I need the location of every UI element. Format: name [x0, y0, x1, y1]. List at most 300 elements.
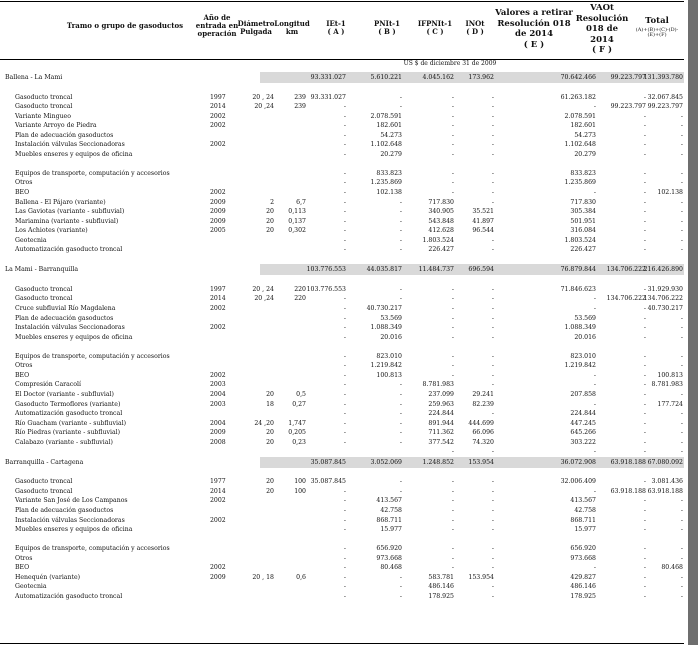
cell-b: - [399, 583, 402, 591]
cell-c: 412.628 [428, 227, 454, 235]
cell-a: - [343, 390, 346, 398]
cell-f: - [643, 526, 646, 534]
cell-a: - [343, 371, 346, 379]
cell-b: - [399, 573, 402, 581]
cell-diam: 20 , 18 [252, 573, 274, 581]
row-label: Geotecnia [15, 236, 47, 244]
table-row [0, 352, 684, 362]
cell-a: - [343, 141, 346, 149]
row-label: Automatización gasoducto troncal [15, 410, 123, 418]
table-bottom-rule [0, 643, 684, 644]
cell-t: 40.730.217 [647, 305, 683, 313]
header-A-line: IEt-1 [326, 19, 346, 28]
row-label: Automatización gasoducto troncal [15, 246, 123, 254]
cell-f: - [643, 227, 646, 235]
header-A-line: ( A ) [327, 27, 345, 36]
cell-b: - [399, 217, 402, 225]
cell-c: - [451, 487, 454, 495]
row-label: Instalación válvulas Seccionadoras [15, 324, 125, 332]
table-row [0, 506, 684, 516]
cell-t: - [680, 352, 683, 360]
cell-f: - [643, 419, 646, 427]
cell-year: 2009 [210, 429, 226, 437]
header-diam [236, 20, 276, 36]
header-len [274, 20, 310, 36]
group-row [0, 457, 684, 468]
cell-t: 216.426.890 [643, 266, 683, 274]
cell-d: - [491, 333, 494, 341]
cell-f: - [643, 438, 646, 446]
cell-c: - [451, 179, 454, 187]
cell-a: - [343, 208, 346, 216]
cell-b: - [399, 438, 402, 446]
cell-e: - [593, 295, 596, 303]
cell-year: 2005 [210, 227, 226, 235]
cell-a: - [343, 150, 346, 158]
cell-b: - [399, 487, 402, 495]
cell-c: 224.844 [428, 410, 454, 418]
cell-c: - [451, 295, 454, 303]
table-row [0, 563, 684, 573]
table-row [0, 333, 684, 343]
row-label: Otros [15, 554, 33, 562]
table-row [0, 314, 684, 324]
row-label: Variante Arroyo de Piedra [15, 122, 97, 130]
cell-d: - [491, 324, 494, 332]
header-F-line: 018 de [585, 24, 619, 34]
vertical-scrollbar[interactable] [688, 0, 698, 645]
cell-year: 2014 [210, 103, 226, 111]
cell-t: - [680, 333, 683, 341]
row-label: Calabazo (variante - subfluvial) [15, 438, 113, 446]
table-row [0, 477, 684, 487]
cell-e: 1.235.869 [564, 179, 596, 187]
cell-b: - [399, 236, 402, 244]
table-row [0, 245, 684, 255]
spacer-row [0, 275, 684, 285]
cell-e: - [593, 371, 596, 379]
header-diam-line: Diámetro [237, 19, 275, 28]
cell-b: 413.567 [376, 497, 402, 505]
cell-year: 1977 [210, 478, 226, 486]
cell-f: 63.918.188 [610, 487, 646, 495]
cell-e: 429.827 [570, 573, 596, 581]
cell-b: 656.920 [376, 545, 402, 553]
cell-c: 340.905 [428, 208, 454, 216]
cell-diam: 20 [266, 217, 274, 225]
cell-a: - [343, 179, 346, 187]
header-B [362, 20, 412, 36]
cell-b: - [399, 410, 402, 418]
row-label: Automatización gasoducto troncal [15, 592, 123, 600]
cell-e: - [593, 487, 596, 495]
table-row [0, 544, 684, 554]
cell-f: - [643, 352, 646, 360]
cell-d: - [491, 592, 494, 600]
cell-b: 973.668 [376, 554, 402, 562]
cell-diam: 20 [266, 478, 274, 486]
cell-d: - [491, 583, 494, 591]
cell-t: - [680, 448, 683, 456]
cell-d: - [491, 314, 494, 322]
cell-d: 153.954 [468, 573, 494, 581]
cell-b: - [399, 103, 402, 111]
cell-e: - [593, 103, 596, 111]
cell-diam: 20 [266, 429, 274, 437]
cell-diam: 20 [266, 487, 274, 495]
table-row [0, 573, 684, 583]
cell-a: - [343, 362, 346, 370]
cell-year: 2002 [210, 516, 226, 524]
group-row [0, 264, 684, 275]
cell-a: - [343, 314, 346, 322]
row-label: La Mami - Barranquilla [5, 266, 79, 274]
cell-e: 32.006.409 [560, 478, 596, 486]
cell-b: 15.977 [380, 526, 402, 534]
header-A [318, 20, 354, 36]
cell-a: - [343, 573, 346, 581]
cell-f: 63.918.188 [610, 458, 646, 466]
header-D-line: INOt [465, 19, 485, 28]
cell-a: - [343, 381, 346, 389]
row-label: Barranquilla - Cartagena [5, 458, 84, 466]
cell-e: 645.266 [570, 429, 596, 437]
cell-t: - [680, 554, 683, 562]
cell-e: 207.858 [570, 390, 596, 398]
cell-d: - [491, 506, 494, 514]
cell-t: 134.706.222 [643, 295, 683, 303]
cell-c: 583.781 [428, 573, 454, 581]
cell-c: 543.848 [428, 217, 454, 225]
cell-diam: 20 [266, 208, 274, 216]
cell-diam: 20 ,24 [254, 103, 274, 111]
cell-year: 2009 [210, 208, 226, 216]
cell-c: 178.925 [428, 592, 454, 600]
table-row [0, 140, 684, 150]
cell-d: - [491, 103, 494, 111]
spacer-row [0, 83, 684, 93]
row-label: Río Piedras (variante - subfluvial) [15, 429, 121, 437]
cell-c: 226.427 [428, 246, 454, 254]
row-label: Henequén (variante) [15, 573, 81, 581]
table-row [0, 150, 684, 160]
cell-f: - [643, 189, 646, 197]
cell-d: - [491, 478, 494, 486]
header-F [574, 3, 630, 56]
cell-d: - [491, 526, 494, 534]
cell-e: 15.977 [574, 526, 596, 534]
cell-f: 99.223.797 [610, 103, 646, 111]
header-C [410, 20, 460, 36]
cell-f: - [643, 141, 646, 149]
cell-f: - [643, 564, 646, 572]
header-year-line: entrada en [195, 21, 239, 30]
cell-a: - [343, 592, 346, 600]
cell-d: - [491, 198, 494, 206]
cell-f: - [643, 179, 646, 187]
cell-c: - [451, 545, 454, 553]
cell-f: - [643, 390, 646, 398]
cell-t: 67.080.092 [647, 458, 683, 466]
cell-a: - [343, 564, 346, 572]
cell-e: 486.146 [570, 583, 596, 591]
cell-a: - [343, 217, 346, 225]
cell-e: 71.846.623 [560, 285, 596, 293]
row-label: Instalación válvulas Seccionadoras [15, 516, 125, 524]
spacer-row [0, 159, 684, 169]
cell-a: - [343, 429, 346, 437]
cell-c: - [451, 478, 454, 486]
cell-diam: 2 [270, 198, 274, 206]
cell-t: - [680, 179, 683, 187]
cell-b: 80.468 [380, 564, 402, 572]
cell-b: 1.102.648 [370, 141, 402, 149]
cell-t: - [680, 246, 683, 254]
cell-b: - [399, 478, 402, 486]
cell-b: - [399, 93, 402, 101]
cell-t: - [680, 419, 683, 427]
cell-len: 0,113 [288, 208, 306, 216]
cell-e: 76.879.844 [560, 266, 596, 274]
cell-c: - [451, 506, 454, 514]
cell-b: - [399, 227, 402, 235]
cell-f: - [643, 169, 646, 177]
cell-f: - [643, 545, 646, 553]
table-row [0, 304, 684, 314]
cell-f: - [643, 314, 646, 322]
cell-diam: 20 ,24 [254, 295, 274, 303]
row-label: Gasoducto troncal [15, 487, 73, 495]
row-label: Los Achiotes (variante) [15, 227, 88, 235]
cell-a: - [343, 295, 346, 303]
header-year-line: operación [197, 29, 237, 38]
cell-year: 2002 [210, 497, 226, 505]
cell-a: - [343, 131, 346, 139]
table-row [0, 102, 684, 112]
cell-f: - [643, 478, 646, 486]
cell-d: - [491, 554, 494, 562]
cell-c: - [451, 131, 454, 139]
table-row [0, 169, 684, 179]
cell-e: 36.072.908 [560, 458, 596, 466]
cell-t: 177.724 [657, 400, 683, 408]
cell-a: 103.776.553 [306, 285, 346, 293]
cell-d: - [491, 93, 494, 101]
cell-a: - [343, 333, 346, 341]
cell-t: - [680, 112, 683, 120]
row-label: Plan de adecuación gasoductos [15, 506, 114, 514]
cell-f: - [643, 573, 646, 581]
row-label: Ballena - La Mami [5, 74, 63, 81]
cell-a: - [343, 227, 346, 235]
cell-a: 103.776.553 [306, 266, 346, 274]
cell-year: 2002 [210, 305, 226, 313]
row-label: Equipos de transporte, computación y accesorios [15, 352, 170, 360]
cell-d: 35.521 [472, 208, 494, 216]
cell-c: - [451, 448, 454, 456]
cell-b: - [399, 295, 402, 303]
cell-d: 153.954 [468, 458, 494, 466]
table-row [0, 112, 684, 122]
cell-e: 70.642.466 [560, 74, 596, 81]
cell-a: - [343, 189, 346, 197]
row-label: Variante San José de Los Campanos [15, 497, 128, 505]
cell-a: 35.087.845 [310, 478, 346, 486]
header-F-line: Resolución [575, 13, 629, 24]
cell-d: - [491, 179, 494, 187]
cell-a: - [343, 487, 346, 495]
cell-t: - [680, 362, 683, 370]
table-row [0, 207, 684, 217]
cell-t: - [680, 169, 683, 177]
cell-e: 42.758 [574, 506, 596, 514]
cell-a: - [343, 545, 346, 553]
cell-e: 717.830 [570, 198, 596, 206]
cell-f: - [643, 381, 646, 389]
cell-year: 2004 [210, 419, 226, 427]
cell-b: - [399, 592, 402, 600]
row-label: Equipos de transporte, computación y accesorios [15, 545, 170, 553]
row-label: El Doctor (variante - subfluvial) [15, 390, 114, 398]
cell-e: 447.245 [570, 419, 596, 427]
cell-b: 40.730.217 [366, 305, 402, 313]
header-diam-line: Pulgada [240, 27, 272, 36]
cell-t: 131.393.780 [643, 74, 683, 81]
cell-t: 80.468 [661, 564, 683, 572]
row-label: BEO [15, 371, 30, 379]
cell-c: - [451, 189, 454, 197]
cell-d: - [491, 545, 494, 553]
cell-d: - [491, 410, 494, 418]
cell-c: - [451, 324, 454, 332]
cell-f: - [643, 246, 646, 254]
table-row [0, 121, 684, 131]
table-row [0, 419, 684, 429]
cell-e: 226.427 [570, 246, 596, 254]
cell-b: - [399, 208, 402, 216]
cell-c: 11.484.737 [418, 266, 454, 274]
cell-c: 717.830 [428, 198, 454, 206]
cell-len: 6,7 [296, 198, 306, 206]
cell-b: 100.813 [376, 371, 402, 379]
cell-c: 237.099 [428, 390, 454, 398]
table-row [0, 438, 684, 448]
cell-e: 54.273 [574, 131, 596, 139]
cell-t: - [680, 122, 683, 130]
cell-c: 1.248.852 [422, 458, 454, 466]
cell-len: 0,6 [296, 573, 306, 581]
cell-year: 2002 [210, 141, 226, 149]
cell-b: 823.010 [376, 352, 402, 360]
header-D-line: ( D ) [466, 27, 484, 36]
header-tramo-text: Tramo o grupo de gasoductos [66, 21, 184, 30]
cell-t: - [680, 506, 683, 514]
cell-d: 82.239 [472, 400, 494, 408]
header-year [192, 14, 242, 38]
cell-year: 2014 [210, 295, 226, 303]
units-caption: US $ de diciembre 31 de 2009 [403, 60, 497, 67]
row-label: Gasoducto troncal [15, 285, 73, 293]
cell-year: 2009 [210, 217, 226, 225]
cell-t: 8.781.983 [651, 381, 683, 389]
cell-b: 53.569 [380, 314, 402, 322]
header-D [455, 20, 495, 36]
table-row [0, 323, 684, 333]
cell-t: - [680, 438, 683, 446]
cell-d: - [491, 487, 494, 495]
cell-f: - [643, 236, 646, 244]
cell-t: - [680, 236, 683, 244]
cell-diam: 20 [266, 438, 274, 446]
cell-len: 220 [294, 295, 306, 303]
row-label: Las Gaviotas (variante - subfluvial) [15, 208, 125, 216]
cell-t: - [680, 390, 683, 398]
row-label: Gasoducto troncal [15, 295, 73, 303]
cell-b: - [399, 419, 402, 427]
cell-b: 182.601 [376, 122, 402, 130]
row-label: Gasoducto troncal [15, 93, 73, 101]
cell-b: 54.273 [380, 131, 402, 139]
cell-b: - [399, 429, 402, 437]
cell-f: - [643, 93, 646, 101]
cell-f: 134.706.222 [606, 266, 646, 274]
spacer-row [0, 468, 684, 478]
cell-f: - [643, 150, 646, 158]
header-E [494, 8, 574, 50]
cell-e: 656.920 [570, 545, 596, 553]
table-row [0, 400, 684, 410]
cell-e: 868.711 [570, 516, 596, 524]
cell-e: 1.803.524 [564, 236, 596, 244]
cell-d: - [491, 131, 494, 139]
cell-e: 182.601 [570, 122, 596, 130]
cell-f: - [643, 583, 646, 591]
cell-a: - [343, 497, 346, 505]
cell-f: - [643, 324, 646, 332]
cell-t: 31.929.930 [647, 285, 683, 293]
cell-year: 2009 [210, 573, 226, 581]
header-E-line: de 2014 [515, 29, 553, 39]
cell-a: - [343, 324, 346, 332]
cell-b: 44.035.817 [366, 266, 402, 274]
cell-d: - [491, 112, 494, 120]
cell-b: - [399, 381, 402, 389]
cell-d: - [491, 150, 494, 158]
cell-f: - [643, 305, 646, 313]
table-row [0, 409, 684, 419]
cell-year: 2003 [210, 400, 226, 408]
cell-c: 4.045.162 [422, 74, 454, 81]
cell-a: - [343, 198, 346, 206]
cell-c: - [451, 122, 454, 130]
header-total-line: Total [645, 16, 669, 26]
table-row [0, 198, 684, 208]
header-year-line: Año de [203, 13, 231, 22]
cell-a: - [343, 305, 346, 313]
cell-d: - [491, 371, 494, 379]
row-label: Otros [15, 179, 33, 187]
cell-t: 32.067.845 [647, 93, 683, 101]
cell-f: - [643, 285, 646, 293]
cell-b: 1.219.842 [370, 362, 402, 370]
cell-d: - [491, 497, 494, 505]
header-B-line: PNIt-1 [374, 19, 400, 28]
cell-len: 239 [294, 103, 306, 111]
cell-e: 224.844 [570, 410, 596, 418]
cell-d: - [491, 246, 494, 254]
row-label: Gasoducto troncal [15, 103, 73, 111]
row-label: Mariamina (variante - subfluvial) [15, 217, 119, 225]
